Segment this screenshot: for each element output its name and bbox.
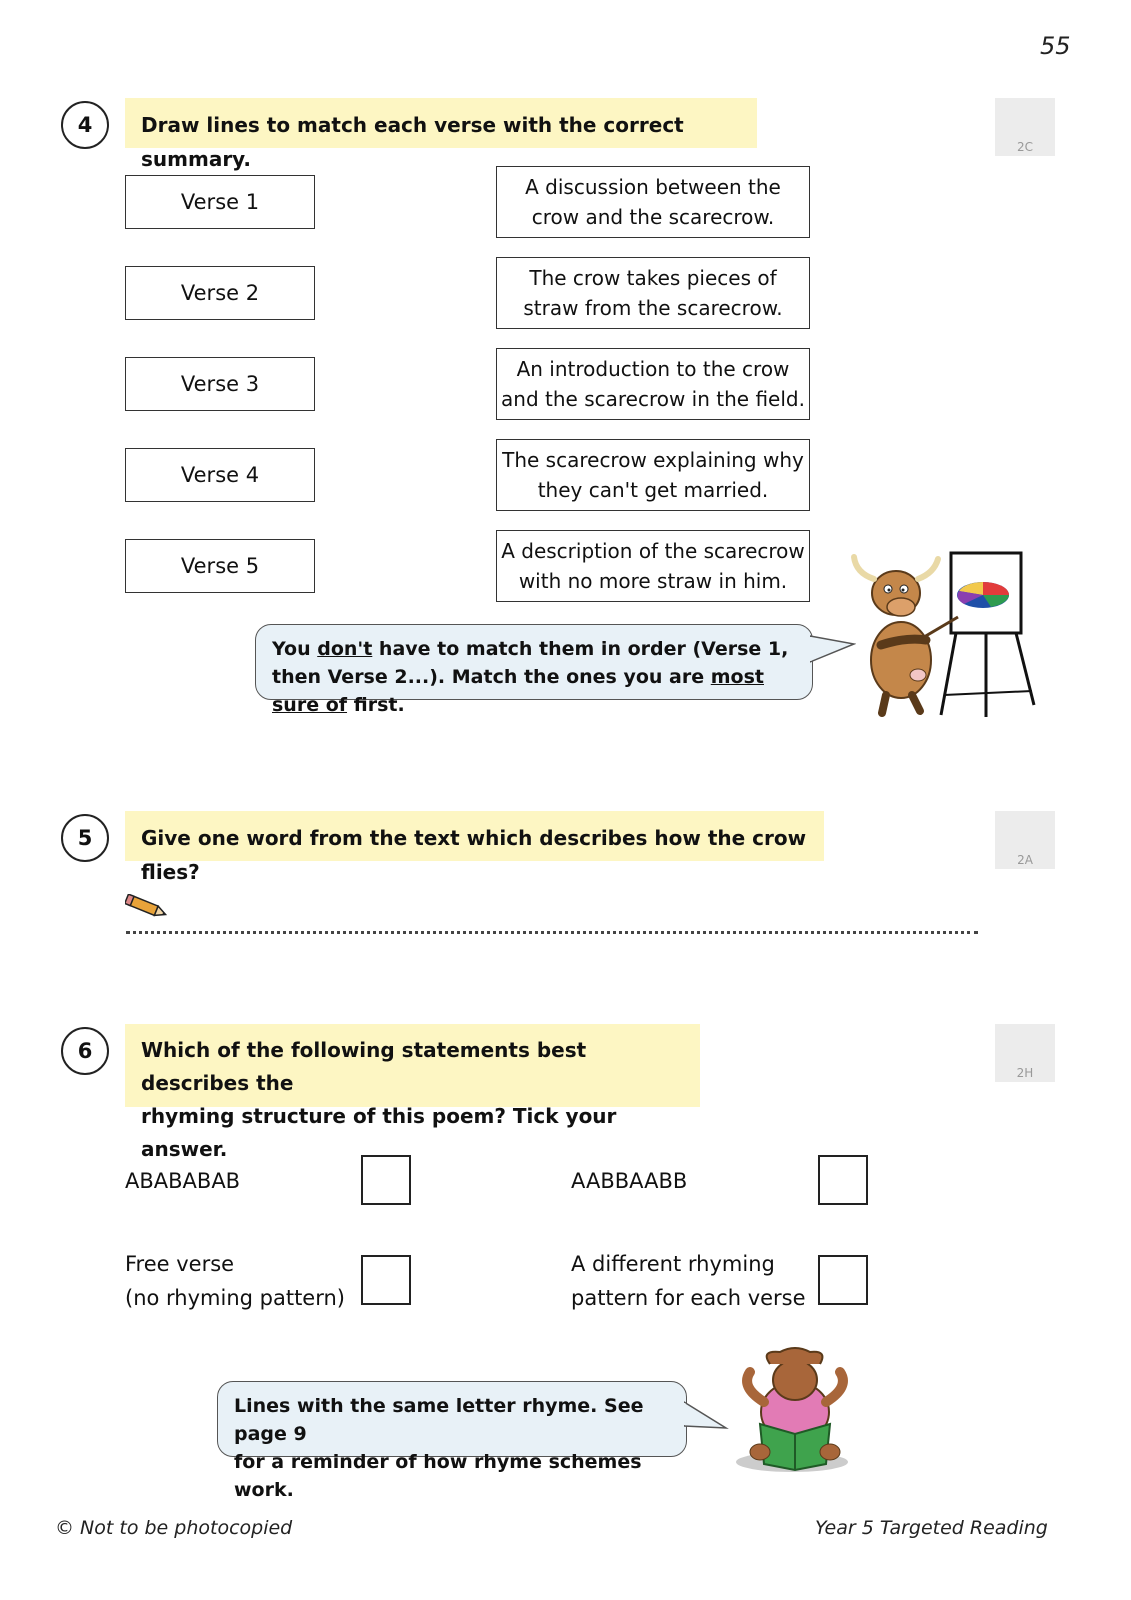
mark-code: 2A	[1017, 853, 1033, 867]
verse-box-5[interactable]: Verse 5	[125, 539, 315, 593]
option-label-ababab	[125, 1164, 240, 1198]
verse-box-4[interactable]: Verse 4	[125, 448, 315, 502]
tip-line-2: for a reminder of how rhyme schemes work.	[234, 1451, 642, 1501]
tip-bubble-q4	[255, 624, 813, 716]
footer-copyright: © Not to be photocopied	[55, 1517, 293, 1539]
question-6-prompt	[125, 1024, 700, 1161]
footer-title: Year 5 Targeted Reading	[815, 1517, 1048, 1539]
option-text: (no rhyming pattern)	[125, 1286, 345, 1310]
tip-text: have to match them in order (Verse 1, then Verse 2...). Match the ones you are	[272, 638, 789, 688]
option-label-aabbaabb	[571, 1164, 687, 1198]
tip-line-1: Lines with the same letter rhyme. See page 9	[234, 1395, 644, 1445]
option-text: A different rhyming	[571, 1252, 775, 1276]
tick-box-different-pattern[interactable]	[818, 1255, 868, 1305]
question-6-prompt-line-1: Which of the following statements best describes the	[141, 1038, 587, 1095]
bull-with-flipchart-illustration	[846, 545, 1046, 725]
page-number: 55	[1040, 32, 1071, 60]
tip-bubble-q6	[217, 1381, 687, 1501]
pencil-icon	[125, 894, 169, 920]
answer-line-q5[interactable]	[126, 931, 978, 934]
option-text: pattern for each verse	[571, 1286, 806, 1310]
tick-box-aabbaabb[interactable]	[818, 1155, 868, 1205]
verse-box-3[interactable]: Verse 3	[125, 357, 315, 411]
tip-text: first.	[347, 694, 405, 716]
verse-box-1[interactable]: Verse 1	[125, 175, 315, 229]
cow-reading-book-illustration	[720, 1342, 860, 1477]
tip-underline-dont: don't	[317, 638, 373, 660]
tip-underline-most-sure-of: most sure of	[272, 666, 764, 716]
question-4-prompt: Draw lines to match each verse with the correct summary.	[125, 98, 757, 148]
option-label-free-verse	[125, 1247, 345, 1315]
mark-code-box-q6	[995, 1024, 1055, 1082]
option-text: Free verse	[125, 1252, 235, 1276]
question-6-prompt-line-2: rhyming structure of this poem? Tick your answer.	[141, 1104, 617, 1161]
summary-box-4[interactable]: The scarecrow explaining why they can't get married.	[496, 439, 810, 511]
summary-box-1[interactable]: A discussion between the crow and the scarecrow.	[496, 166, 810, 238]
tick-box-free-verse[interactable]	[361, 1255, 411, 1305]
option-text: AABBAABB	[571, 1169, 688, 1193]
option-text: ABABABAB	[125, 1169, 241, 1193]
summary-box-5[interactable]: A description of the scarecrow with no more straw in him.	[496, 530, 810, 602]
mark-code: 2H	[1016, 1066, 1034, 1080]
summary-box-2[interactable]: The crow takes pieces of straw from the scarecrow.	[496, 257, 810, 329]
mark-code-box-q4	[995, 98, 1055, 156]
mark-code: 2C	[1016, 140, 1033, 154]
question-number-6: 6	[61, 1027, 109, 1075]
tick-box-ababab[interactable]	[361, 1155, 411, 1205]
summary-box-3[interactable]: An introduction to the crow and the scarecrow in the field.	[496, 348, 810, 420]
verse-box-2[interactable]: Verse 2	[125, 266, 315, 320]
question-5-prompt: Give one word from the text which describes how the crow flies?	[125, 811, 824, 861]
question-number-5: 5	[61, 814, 109, 862]
tip-text: You	[272, 638, 318, 660]
option-label-different-pattern	[571, 1247, 806, 1315]
mark-code-box-q5	[995, 811, 1055, 869]
question-number-4: 4	[61, 101, 109, 149]
